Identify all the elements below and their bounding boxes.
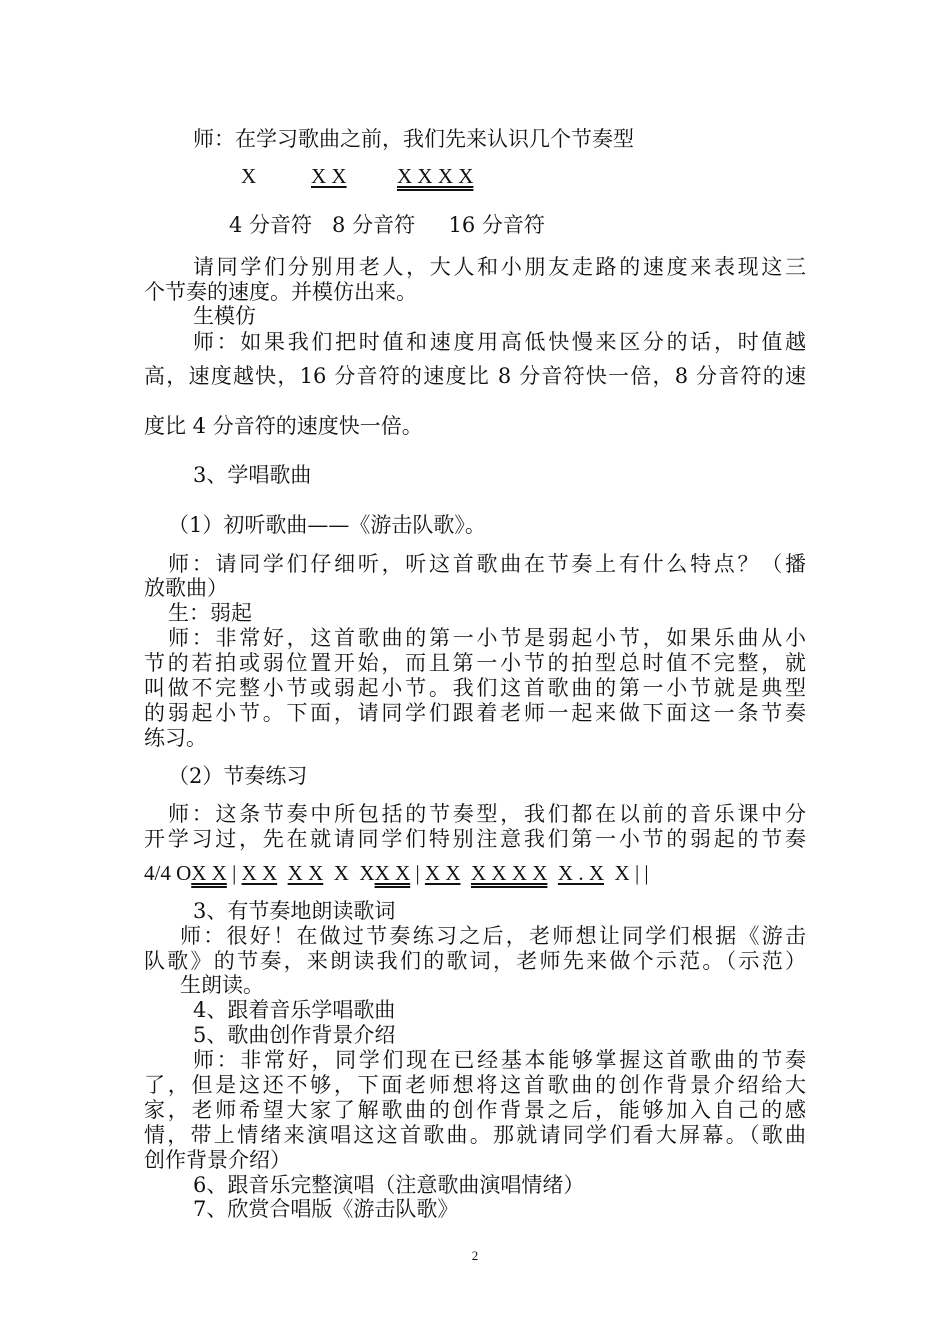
subsection-heading: （2）节奏练习 bbox=[168, 764, 308, 788]
rhythm-group: X X bbox=[287, 861, 324, 885]
section-heading: 4、跟着音乐学唱歌曲 bbox=[193, 998, 396, 1022]
text-line: 情，带上情绪来演唱这这首歌曲。那就请同学们看大屏幕。（歌曲 bbox=[144, 1123, 806, 1147]
text-line: 度比 4 分音符的速度快一倍。 bbox=[144, 414, 423, 438]
rhythm-group: X X bbox=[424, 861, 461, 885]
section-heading: 3、学唱歌曲 bbox=[193, 463, 312, 487]
rhythm-group: X X bbox=[374, 861, 411, 885]
rhythm-group: X . X bbox=[557, 861, 605, 885]
text-line: 的弱起小节。下面，请同学们跟着老师一起来做下面这一条节奏 bbox=[144, 701, 806, 725]
barline: | bbox=[232, 861, 237, 885]
text-line: 师：很好！在做过节奏练习之后，老师想让同学们根据《游击 bbox=[180, 924, 806, 948]
section-heading: 7、欣赏合唱版《游击队歌》 bbox=[193, 1197, 459, 1221]
text-line: 师：非常好，同学们现在已经基本能够掌握这首歌曲的节奏 bbox=[193, 1048, 806, 1072]
rhythm-note: X bbox=[359, 861, 375, 885]
text-line: 开学习过，先在就请同学们特别注意我们第一小节的弱起的节奏 bbox=[144, 827, 806, 851]
rhythm-group: X X bbox=[241, 861, 278, 885]
text-line: 放歌曲） bbox=[144, 576, 228, 600]
text-line: 高，速度越快，16 分音符的速度比 8 分音符快一倍，8 分音符的速 bbox=[144, 364, 806, 388]
text-line: 队歌》的节奏，来朗读我们的歌词，老师先来做个示范。（示范） bbox=[144, 949, 806, 973]
text-line: 叫做不完整小节或弱起小节。我们这首歌曲的第一小节就是典型 bbox=[144, 676, 806, 700]
text-line: 师：如果我们把时值和速度用高低快慢来区分的话，时值越 bbox=[193, 330, 806, 354]
text-line: 生：弱起 bbox=[168, 601, 252, 625]
text-line: 师：非常好，这首歌曲的第一小节是弱起小节，如果乐曲从小 bbox=[168, 626, 806, 650]
text-line: 请同学们分别用老人，大人和小朋友走路的速度来表现这三 bbox=[193, 255, 806, 279]
rhythm-group: X X bbox=[191, 861, 227, 885]
text-line: 师：在学习歌曲之前，我们先来认识几个节奏型 bbox=[193, 127, 634, 151]
text-line: 个节奏的速度。并模仿出来。 bbox=[144, 280, 417, 304]
text-line: 家，老师希望大家了解歌曲的创作背景之后，能够加入自己的感 bbox=[144, 1098, 806, 1122]
barline: | bbox=[415, 861, 420, 885]
text-line: 练习。 bbox=[144, 726, 207, 750]
section-heading: 6、跟音乐完整演唱（注意歌曲演唱情绪） bbox=[193, 1173, 585, 1197]
note-eighth: X X bbox=[311, 164, 347, 188]
final-barline: | | bbox=[634, 861, 649, 885]
rhythm-note: X bbox=[333, 861, 349, 885]
section-heading: 3、有节奏地朗读歌词 bbox=[193, 899, 396, 923]
text-line: 生朗读。 bbox=[180, 973, 264, 997]
section-heading: 5、歌曲创作背景介绍 bbox=[193, 1023, 396, 1047]
rhythm-note: X bbox=[614, 861, 630, 885]
text-line: 创作背景介绍） bbox=[144, 1148, 291, 1172]
note-type-labels: 4 分音符 8 分音符 16 分音符 bbox=[229, 213, 545, 237]
rhythm-group: X X X X bbox=[471, 861, 548, 885]
subsection-heading: （1）初听歌曲——《游击队歌》。 bbox=[168, 513, 486, 537]
text-line: 了，但是这还不够，下面老师想将这首歌曲的创作背景介绍给大 bbox=[144, 1073, 806, 1097]
text-line: 生模仿 bbox=[193, 304, 256, 328]
text-line: 师：请同学们仔细听，听这首歌曲在节奏上有什么特点？（播 bbox=[168, 552, 806, 576]
rhythm-meter: 4/4 O bbox=[144, 861, 192, 885]
text-line: 师：这条节奏中所包括的节奏型，我们都在以前的音乐课中分 bbox=[168, 802, 806, 826]
note-quarter: X bbox=[241, 164, 257, 188]
text-line: 节的若拍或弱位置开始，而且第一小节的拍型总时值不完整，就 bbox=[144, 651, 806, 675]
note-sixteenth: X X X X bbox=[397, 164, 474, 188]
page-number: 2 bbox=[471, 1248, 479, 1263]
rhythm-exercise bbox=[144, 860, 649, 886]
